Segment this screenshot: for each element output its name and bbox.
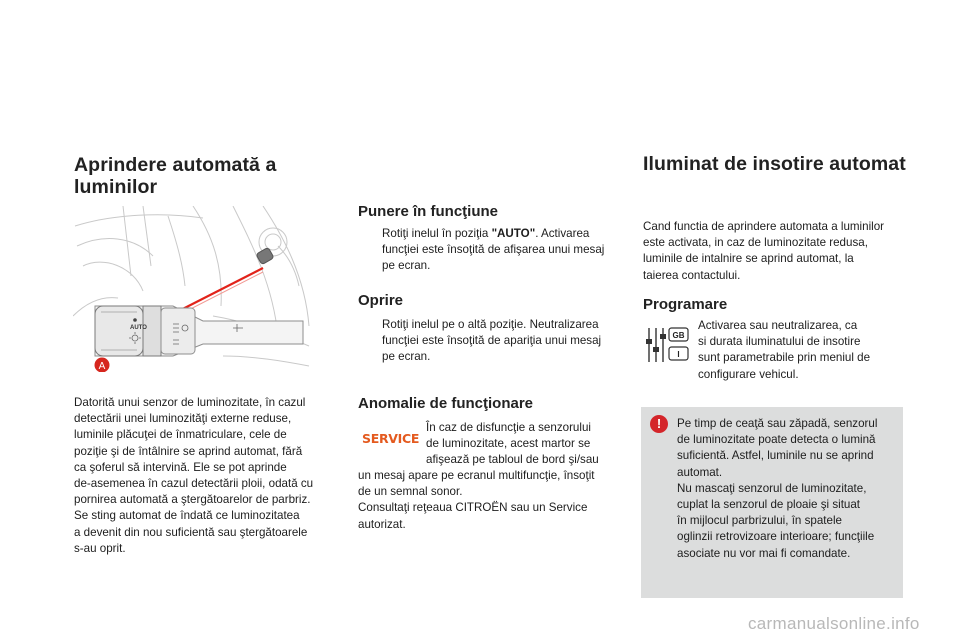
body-line: ca şoferul să intervină. Ele se pot aprinde xyxy=(74,460,287,474)
intro-line: luminile de intalnire se aprind automat, la xyxy=(643,252,854,266)
warning-line: suficientă. Astfel, luminile nu se aprind xyxy=(677,449,874,463)
intro-line: Cand functia de aprindere automata a luminilor xyxy=(643,220,885,233)
section-title-iluminat: Iluminat de insotire automat xyxy=(643,153,906,175)
warning-line: cuplat la senzorul de ploaie şi situat xyxy=(677,498,861,512)
warning-line: de luminozitate poate detecta o lumină xyxy=(677,433,876,447)
oprire-line: Rotiţi inelul pe o altă poziţie. Neutralizarea xyxy=(382,318,599,331)
heading-programare: Programare xyxy=(643,296,728,313)
warning-line: oglinzii retrovizoare interioare; funcţiile xyxy=(677,530,875,544)
body-line: luminile plăcuţei de înmatriculare, cele de xyxy=(74,428,287,442)
body-line: pornirea automată a ştergătoarelor de parbriz. xyxy=(74,493,311,507)
body-line: Se sting automat de îndată ce luminozitatea xyxy=(74,509,300,523)
intro-line: taierea contactului. xyxy=(643,268,741,282)
warning-line: Nu mascaţi senzorul de luminozitate, xyxy=(677,481,867,495)
oprire-line: funcţiei este însoţită de apariţia unui mesaj xyxy=(382,334,602,348)
anomalie-line: un mesaj apare pe ecranul multifuncţie, însoţit xyxy=(358,469,595,482)
heading-oprire: Oprire xyxy=(358,292,404,309)
anomalie-side-text xyxy=(426,420,626,469)
title-line: luminilor xyxy=(74,176,158,198)
anomalie-full-text xyxy=(358,468,628,533)
anomalie-line: În caz de disfuncţie a senzorului xyxy=(426,421,591,434)
programare-line: Activarea sau neutralizarea, ca xyxy=(698,319,858,332)
programare-text xyxy=(698,318,908,383)
anomalie-line: afişează pe tabloul de bord şi/sau xyxy=(426,453,599,467)
bullet-punere xyxy=(361,226,626,275)
section-title-aprindere xyxy=(74,154,276,198)
gb-label: GB xyxy=(672,331,685,340)
anomalie-line: de luminozitate, acest martor se xyxy=(426,437,591,451)
warning-icon: ! xyxy=(650,415,668,433)
auto-keyword: "AUTO" xyxy=(491,227,536,240)
i-label: I xyxy=(677,350,680,359)
body-line: de-asemenea în cazul detectării ploii, odată cu xyxy=(74,477,314,491)
warning-line: în mijlocul parbrizului, în spatele xyxy=(677,514,842,528)
heading-punere: Punere în funcţiune xyxy=(358,203,499,220)
warning-line: automat. xyxy=(677,465,723,479)
bullet-oprire xyxy=(361,317,626,366)
programare-line: si durata iluminatului de insotire xyxy=(698,335,861,349)
stalk-auto-label: AUTO xyxy=(130,325,147,331)
body-line: s-au oprit. xyxy=(74,541,126,555)
service-warning-icon: SERVICE xyxy=(362,431,420,446)
programare-line: sunt parametrabile prin meniul de xyxy=(698,351,871,365)
left-body-text xyxy=(74,395,344,557)
anomalie-line: autorizat. xyxy=(358,517,406,531)
anomalie-line: de un semnal sonor. xyxy=(358,485,463,499)
stalk-drawing xyxy=(73,206,310,372)
oprire-line: pe ecran. xyxy=(382,350,431,364)
warning-text xyxy=(677,416,899,562)
punere-text-pre: Rotiţi inelul în poziţia xyxy=(382,227,492,240)
settings-menu-icon xyxy=(644,325,690,365)
body-line: a devenit din nou suficientă sau ştergătoarele xyxy=(74,525,308,539)
warning-line: Pe timp de ceaţă sau zăpadă, senzorul xyxy=(677,417,878,430)
body-line: detectării unei luminozităţi externe reduse, xyxy=(74,412,292,426)
marker-a: A xyxy=(98,361,106,372)
stalk-illustration xyxy=(73,206,310,372)
punere-line: funcţiei este însoţită de afişarea unui mesaj xyxy=(382,243,605,257)
anomalie-line: Consultaţi reţeaua CITROËN sau un Service xyxy=(358,501,588,515)
warning-line: asociate nu vor mai fi comandate. xyxy=(677,546,851,560)
right-intro-text xyxy=(643,219,913,284)
intro-line: este activata, in caz de luminozitate redusa, xyxy=(643,236,868,250)
warning-box xyxy=(641,407,903,598)
settings-sliders-icon xyxy=(644,325,690,365)
punere-line: pe ecran. xyxy=(382,259,431,273)
body-line: Datorită unui senzor de luminozitate, în cazul xyxy=(74,396,306,409)
body-line: poziţie şi de întâlnire se aprind automat, fără xyxy=(74,444,303,458)
watermark: carmanualsonline.info xyxy=(748,614,920,633)
heading-anomalie: Anomalie de funcţionare xyxy=(358,395,534,412)
programare-line: configurare vehicul. xyxy=(698,367,799,381)
title-line: Aprindere automată a xyxy=(74,154,277,176)
punere-text-post: . Activarea xyxy=(535,227,590,240)
